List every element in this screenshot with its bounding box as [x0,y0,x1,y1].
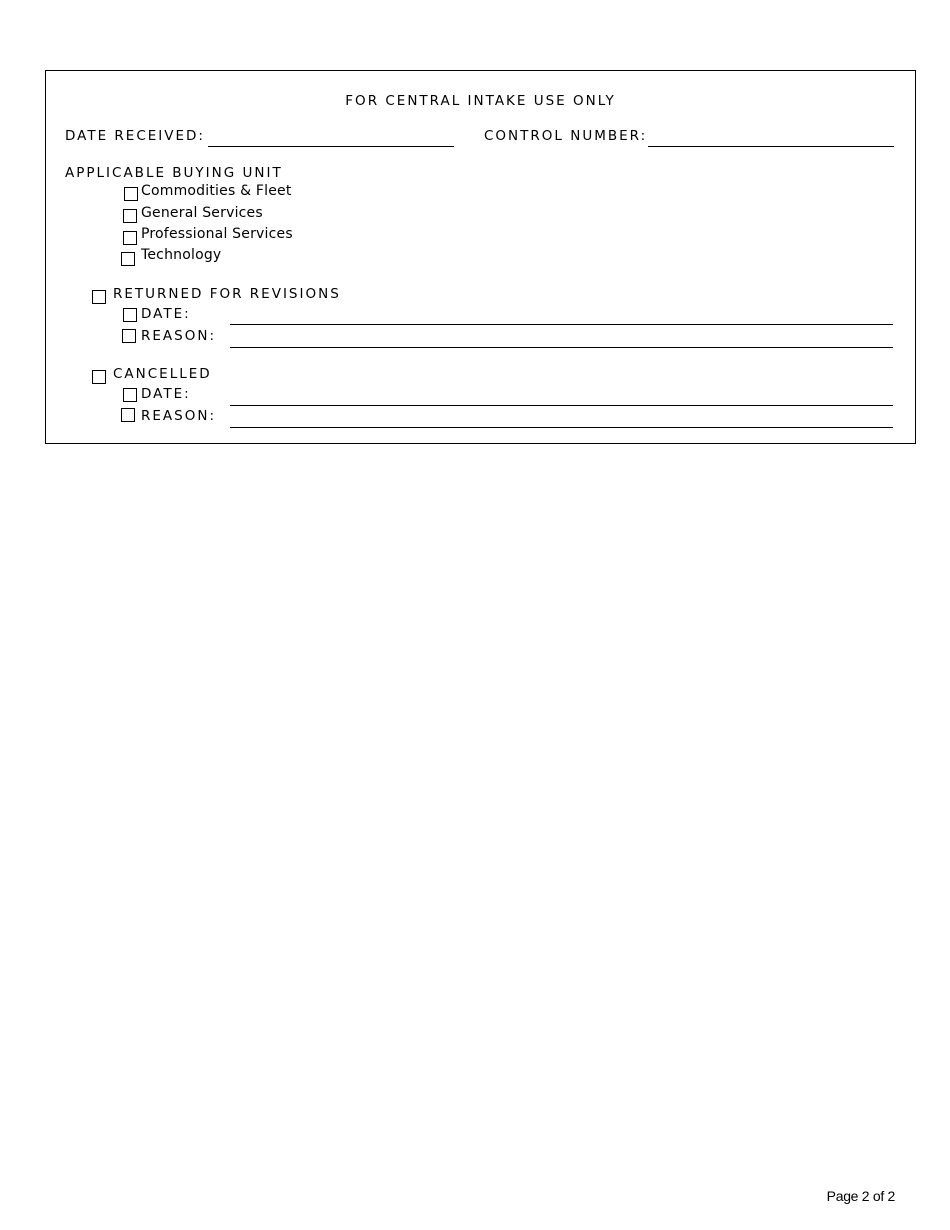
commodities-fleet-checkbox[interactable] [124,187,138,201]
central-intake-form [45,70,916,444]
returned-reason-checkbox[interactable] [122,329,136,343]
buying-unit-label: APPLICABLE BUYING UNIT [65,165,283,181]
cancelled-date-field[interactable] [230,405,893,406]
returned-date-checkbox[interactable] [123,308,137,322]
professional-services-checkbox[interactable] [123,231,137,245]
control-number-field[interactable] [648,146,894,147]
returned-date-label: DATE: [141,306,191,322]
returned-reason-label: REASON: [141,328,216,344]
cancelled-checkbox[interactable] [92,370,106,384]
technology-label: Technology [141,247,222,263]
returned-date-field[interactable] [230,324,893,325]
returned-reason-field[interactable] [230,347,893,348]
general-services-label: General Services [141,205,263,221]
commodities-fleet-label: Commodities & Fleet [141,183,292,199]
cancelled-date-label: DATE: [141,386,191,402]
returned-for-revisions-checkbox[interactable] [92,290,106,304]
date-received-field[interactable] [208,146,454,147]
general-services-checkbox[interactable] [123,209,137,223]
date-received-label: DATE RECEIVED: [65,128,205,144]
cancelled-date-checkbox[interactable] [123,388,137,402]
cancelled-reason-label: REASON: [141,408,216,424]
technology-checkbox[interactable] [121,252,135,266]
control-number-label: CONTROL NUMBER: [484,128,648,144]
cancelled-reason-checkbox[interactable] [121,408,135,422]
cancelled-label: CANCELLED [113,366,212,382]
professional-services-label: Professional Services [141,226,293,242]
page-number: Page 2 of 2 [826,1188,895,1204]
form-heading: FOR CENTRAL INTAKE USE ONLY [345,93,616,109]
returned-for-revisions-label: RETURNED FOR REVISIONS [113,286,341,302]
cancelled-reason-field[interactable] [230,427,893,428]
